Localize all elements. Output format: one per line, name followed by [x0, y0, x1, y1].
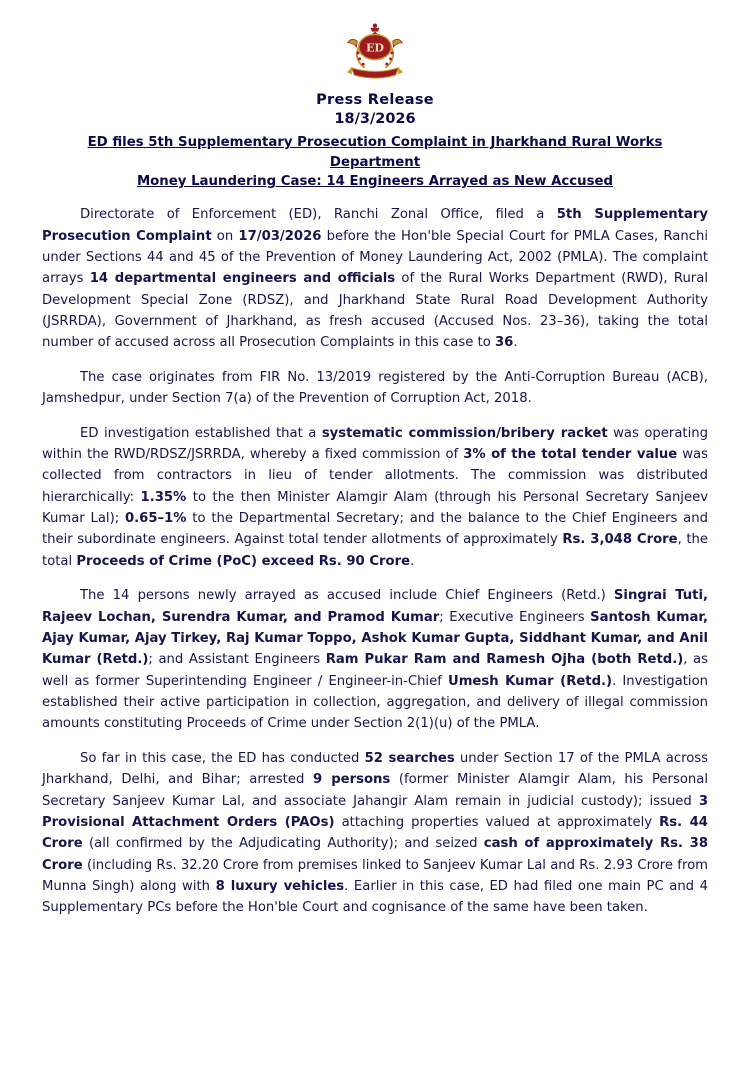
body-text: (including Rs. 32.20 Crore from premises linked to Sanjeev Kumar Lal and Rs. 2.93 Crore from Munna Singh) along with	[42, 857, 708, 895]
body-text: . Investigation established their active participation in collection, aggregation, and delivery of illegal commission amounts constituting Proceeds of Crime under Section 2(1)(u) of the PMLA.	[42, 673, 708, 732]
body-text: of the Rural Works Department (RWD), Rural Development Special Zone (RDSZ), and Jharkhand State Rural Road Development Authority (JSRRDA), Government of Jharkhand, as fresh accused (Accused Nos. 23–36), taking the total number of accused across all Prosecution Complaints in this case to	[42, 271, 708, 351]
emphasis-text: 0.65–1%	[124, 511, 187, 527]
emphasis-text: 1.35%	[140, 489, 187, 505]
body-text: to the then Minister Alamgir Alam (through his Personal Secretary Sanjeev Kumar Lal);	[42, 489, 708, 527]
emphasis-text: Umesh Kumar (Retd.)	[447, 673, 613, 689]
svg-text:ED: ED	[365, 41, 385, 55]
body-text: (former Minister Alamgir Alam, his Personal Secretary Sanjeev Kumar Lal, and associate Jahangir Alam remain in judicial custody); issued	[42, 772, 708, 809]
emblem-container	[42, 22, 708, 84]
headline	[42, 133, 708, 191]
emphasis-text: cash of approximately Rs. 38 Crore	[42, 836, 708, 873]
document-header	[42, 92, 708, 191]
emphasis-text: Rs. 3,048 Crore	[562, 532, 678, 548]
body-text: .	[513, 335, 518, 351]
para-5	[42, 748, 708, 919]
body-text: under Section 17 of the PMLA across Jharkhand, Delhi, and Bihar; arrested	[42, 750, 709, 788]
emphasis-text: Santosh Kumar, Ajay Kumar, Ajay Tirkey, Raj Kumar Toppo, Ashok Kumar Gupta, Siddhant Kumar, and Anil Kumar (Retd.)	[42, 609, 709, 668]
emphasis-text: 52 searches	[364, 750, 455, 766]
body-text: was collected from contractors in lieu of tender allotments. The commission was distributed hierarchically:	[42, 446, 708, 505]
body-text: (all confirmed by the Adjudicating Authority); and seized	[82, 836, 484, 852]
headline-line-2: Money Laundering Case: 14 Engineers Arrayed as New Accused	[136, 173, 614, 189]
body-text: on	[211, 228, 239, 244]
body-text: ED investigation established that a	[80, 425, 322, 441]
body-text: The case originates from FIR No. 13/2019 registered by the Anti-Corruption Bureau (ACB), Jamshedpur, under Section 7(a) of the Prevention of Corruption Act, 2018.	[42, 369, 708, 407]
emphasis-text: Ram Pukar Ram and Ramesh Ojha (both Retd.)	[325, 652, 684, 668]
body-text: attaching properties valued at approximately	[334, 814, 660, 830]
body-text: Directorate of Enforcement (ED), Ranchi Zonal Office, filed a	[80, 207, 557, 223]
headline-line-1: ED files 5th Supplementary Prosecution Complaint in Jharkhand Rural Works Department	[87, 135, 663, 170]
para-4	[42, 585, 708, 735]
emphasis-text: 5th Supplementary Prosecution Complaint	[42, 207, 708, 244]
body-text: The 14 persons newly arrayed as accused include Chief Engineers (Retd.)	[80, 588, 614, 604]
emphasis-text: systematic commission/bribery racket	[321, 425, 608, 441]
emphasis-text: 8 luxury vehicles	[215, 879, 345, 895]
press-release-date: 18/3/2026	[334, 110, 416, 127]
body-text: ; Executive Engineers	[439, 609, 591, 625]
directorate-of-enforcement-emblem-icon	[338, 22, 412, 84]
emphasis-text: Proceeds of Crime (PoC) exceed Rs. 90 Crore	[76, 553, 411, 569]
press-release-label: Press Release	[316, 92, 434, 108]
body-text: , the total	[42, 532, 708, 569]
emphasis-text: 17/03/2026	[238, 228, 322, 244]
body-text: before the Hon'ble Special Court for PMLA Cases, Ranchi under Sections 44 and 45 of the Prevention of Money Laundering Act, 2002 (PMLA). The complaint arrays	[42, 228, 708, 287]
para-2	[42, 367, 708, 410]
emphasis-text: 3% of the total tender value	[463, 446, 678, 462]
body-text: ; and Assistant Engineers	[148, 652, 326, 668]
body-text: So far in this case, the ED has conducted	[80, 750, 365, 766]
body-text: .	[410, 553, 415, 569]
emphasis-text: 36	[495, 335, 514, 351]
emphasis-text: Singrai Tuti, Rajeev Lochan, Surendra Kumar, and Pramod Kumar	[42, 588, 708, 625]
body-text: to the Departmental Secretary; and the balance to the Chief Engineers and their subordinate engineers. Against total tender allotments of approximately	[42, 511, 708, 548]
emphasis-text: 3 Provisional Attachment Orders (PAOs)	[42, 793, 708, 830]
emphasis-text: 9 persons	[312, 772, 391, 788]
document-body	[42, 204, 708, 919]
body-text: . Earlier in this case, ED had filed one main PC and 4 Supplementary PCs before the Hon'ble Court and cognisance of the same have been taken.	[42, 879, 709, 916]
emphasis-text: 14 departmental engineers and officials	[89, 271, 396, 287]
body-text: was operating within the RWD/RDSZ/JSRRDA, whereby a fixed commission of	[42, 425, 708, 462]
emphasis-text: Rs. 44 Crore	[42, 814, 708, 852]
body-text: , as well as former Superintending Engineer / Engineer-in-Chief	[42, 652, 708, 689]
para-3	[42, 423, 708, 573]
para-1	[42, 204, 708, 354]
